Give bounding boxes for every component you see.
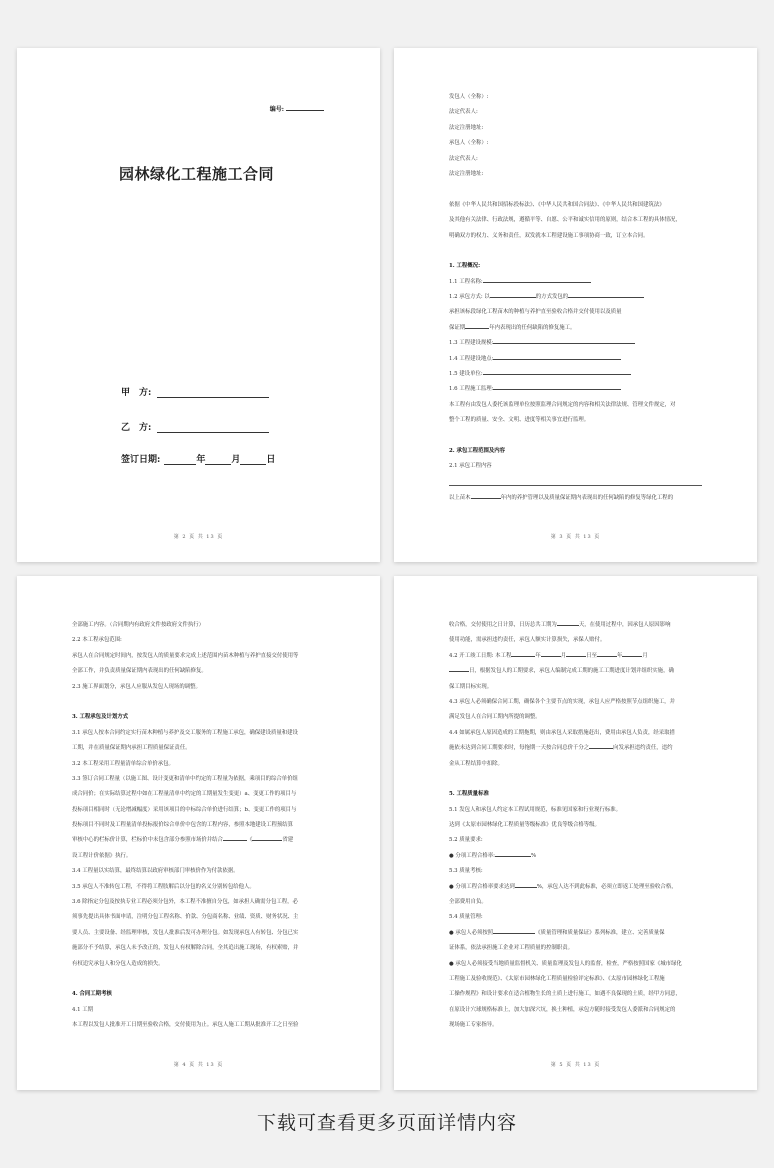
contract-number-line: 编号:: [270, 104, 324, 113]
text-line: 5.1 发包人和承包人约定本工程试用规范，标准见国家和行业现行标准。: [449, 806, 622, 813]
text-line: 工操作规程》和设计要求在适合植物生长的土质上进行施工，如遇不良保现的土质，经甲方同意，: [449, 991, 681, 998]
text-line: 1.1 工程名称:: [449, 275, 702, 290]
text-line: 审核中心的栏标价计算，栏标价中未包含部分参照市场价并结合 《 省建: [72, 837, 294, 844]
text-line: 依据《中华人民共和国招标投标法》、《中华人民共和国合同法》、《中华人民共和国建筑法》: [449, 201, 665, 208]
text-line: 保证期 年内表现出的任何缺陷的修复施工。: [449, 324, 576, 331]
page-number: 第 3 页 共 13 页: [550, 534, 601, 540]
document-page-cover: [17, 48, 380, 562]
text-line: 4.1 工期: [72, 1006, 94, 1013]
text-line: 承包人在合同规定时间内，按发包人的质量要求完成上述范围内苗木种植与养护直接交付使用等: [72, 652, 299, 659]
text-line: 法定注册地址:: [449, 170, 484, 177]
text-line: 4.3 承包人必须确保合同工期，确保各个主要节点的实现，承包人应严格按照节点组织施工，并: [449, 698, 675, 705]
text-line: 3.5 承包人不准转包工程，不得将工程肢解后以分包的名义分别转包给他人。: [72, 883, 255, 890]
text-line: 5.3 质量考核:: [449, 868, 483, 875]
document-page: [394, 576, 757, 1090]
text-line: 2.3 施工界面划分，承包人应服从发包人现场的调整。: [72, 683, 201, 690]
text-line: 满足发包人在合同工期内所提的调整。: [449, 714, 541, 721]
page-body: [72, 618, 325, 1034]
text-line: 在原设计穴球规格标准上，加大加深穴坑，换土种植，承包方随时接受发包人委派和合同规定的: [449, 1006, 676, 1013]
text-line: 明确双方的权力、义务和责任，双发就本工程建设施工事项协商一致，订立本合同。: [449, 232, 649, 239]
text-line: 设工程计价依据》执行。: [72, 852, 132, 859]
text-line: 投标项目相同时（无论增减幅度）采用该项目的中标综合单价进行结算；b、变更工作的项目与: [72, 806, 297, 813]
text-line: 发包人（全称）:: [449, 94, 489, 100]
text-line: 工程施工及验收规范》、《太原市园林绿化工程质量检验评定标准》、《太原市园林绿化工程施: [449, 975, 665, 982]
document-page: [17, 576, 380, 1090]
page-title: 园林绿化工程施工合同: [119, 165, 275, 183]
text-line: 承担该标段绿化工程苗木的种植与养护直至验收合格并交付使用以及质量: [449, 309, 622, 316]
text-line: 工期，并在质量保证期内承担工程质量保证责任。: [72, 745, 191, 752]
text-line: 须事先提出具体书面申请，注明分包工程名称、价款、分包商名称、业绩、资质、财务状况、主: [72, 914, 299, 921]
text-line: ● 承包人必须按照 《质量管理和质量保证》系列标准，建立、完善质量保: [449, 929, 665, 936]
text-line: 日，根据发包人的工期要求，承包人编制完成工期的施工工期进度计划并组织实施，确: [449, 664, 702, 679]
text-line: 1.2 承包方式: 以 的方式发包的: [449, 290, 702, 305]
text-line: 金从工程结算中扣除。: [449, 760, 503, 767]
text-line: 法定注册地址:: [449, 124, 484, 131]
text-line: 5.4 质量管理:: [449, 914, 483, 921]
text-line: 3.6 除指定分包及按执专业工程必须分包外，本工程不准擅自分包，如承担人确需分包工程，必: [72, 899, 298, 906]
page-body: [449, 90, 702, 507]
text-line: 2.2 本工程承包范围:: [72, 637, 122, 644]
text-line: 2.1 承包工程内容: [449, 463, 492, 470]
text-line: 收合格，交付使用之日计算，日历总共工期为 天，在使用过程中，因承包人原因影响: [449, 622, 671, 628]
text-line: 整个工程的质量、安全、文明、进度等相关事宜进行监理。: [449, 417, 590, 424]
text-line: 使用功能，需承担违约责任，承包人额实计算损失，承保人赔付。: [449, 637, 606, 644]
text-line: 投标项目不同时及工程量清单投标报价综合单价中包含的工程内容，参照本地建设工程预结算: [72, 822, 294, 829]
text-line: 法定代表人:: [449, 155, 478, 162]
text-line: 1.3 工程建设规模:: [449, 336, 702, 351]
text-line: 本工程以发包人批准开工日期至验收合格，交付使用为止。承包人施工工期从批准开工之日至验: [72, 1022, 299, 1029]
text-line: 法定代表人:: [449, 109, 478, 116]
text-line: 4.4 如属承包人原因造成的工期拖期，则由承包人采取措施赶出，费用由承包人负责，经采取措: [449, 729, 675, 736]
text-line: 要人员、主要设备、经监理审核，发包人批准后发可办理分包。如发现承包人有转包、分包已实: [72, 929, 299, 936]
number-blank: [286, 110, 324, 111]
text-line: 1.5 建设单位:: [449, 367, 702, 382]
page-body: [449, 618, 702, 1034]
section-heading: 5. 工程质量标准: [449, 791, 489, 798]
text-line: 以上苗木 年内的养护管理以及质量保证期内表现出的任何缺陷的修复等绿化工程的: [449, 495, 674, 502]
page-number: 第 4 页 共 13 页: [173, 1062, 224, 1068]
text-line: 达到《太原市园林绿化工程质量等级标准》优良等级合格等级。: [449, 822, 600, 829]
text-line: 保工期目标实现。: [449, 683, 493, 690]
text-line: 证体系，依法承担施工企业对工程质量的控制职责。: [449, 945, 573, 952]
text-line: 3.4 工程量以实结算，最终结算以政府审核部门审核价作为付款依据。: [72, 868, 239, 875]
sign-date-line: 签订日期: 年 月 日: [121, 455, 276, 465]
section-heading: 4. 合同工期考核: [72, 991, 112, 998]
page-number: 第 2 页 共 13 页: [173, 534, 224, 540]
text-line: 及其他有关法律、行政法规，遵循平等、自愿、公平和诚实信用的原则，结合本工程的具体情况，: [449, 217, 681, 224]
text-line: ● 承包人必须接受当地质量监督机关、质量监理及发包人的监督，检查，严格按照国家《城市绿化: [449, 960, 682, 967]
text-line: 本工程有由发包人委托该监理单位按照监理合同规定的内容和相关法律法规、管理文件规定，对: [449, 401, 676, 408]
text-line: 3.1 承包人按本合同约定实行苗木种植与养护及交工服务的工程施工承包，确保建设质量和建设: [72, 729, 298, 736]
document-page: [394, 48, 757, 562]
party-b-line: 乙 方:: [121, 420, 269, 433]
text-line: ● 分项工程合格率要求达到 %，承包人达不到此标准，必须立即返工处理至验收合格，: [449, 883, 677, 890]
section-heading: 1. 工程概况:: [449, 263, 481, 270]
text-line: 1.4 工程建设地点:: [449, 352, 702, 367]
text-line: 有权追究承包人和分包人造成的损失。: [72, 960, 164, 967]
text-line: 3.2 本工程采用工程量清单综合单价承包。: [72, 760, 174, 767]
page-number: 第 5 页 共 13 页: [550, 1062, 601, 1068]
text-line: 全部费用自负。: [449, 899, 487, 906]
text-line: 全部施工内容。（合同期内有政府文件按政府文件执行）: [72, 622, 205, 628]
text-line: 3.3 签订合同工程量（以施工图、设计变更和清单中约定的工程量为依据，乘项目的综合单价组: [72, 775, 298, 782]
section-heading: 2. 承包工程范围及内容: [449, 447, 506, 454]
text-line: 成合同价；在实际结算过程中如在工程量清单中约定的工期量发生变更）a、变更工作的项目与: [72, 791, 297, 798]
party-a-line: 甲 方:: [121, 385, 269, 398]
download-more-caption: 下载可查看更多页面详情内容: [256, 1112, 517, 1134]
text-line: 全部工作，并负责质量保证期内表现出的任何缺陷修复。: [72, 668, 207, 675]
text-line: 承包人（全称）:: [449, 140, 489, 147]
text-line: 5.2 质量要求:: [449, 837, 483, 844]
text-line: 4.2 开工竣工日期: 本工程 年 月 日至 年 月: [449, 652, 648, 659]
text-line: 现场施工专家指导。: [449, 1022, 498, 1029]
blank-rule: [449, 475, 702, 486]
text-line: 1.6 工程施工监理:: [449, 382, 702, 397]
text-line: ● 分项工程合格率: %: [449, 852, 537, 859]
text-line: 施部分不予结算，承包人未予改正的，发包人有权解除合同，全其追出施工现场，有权索赔，并: [72, 945, 299, 952]
section-heading: 3. 工程承包及计划方式: [72, 714, 129, 721]
text-line: 施依未达到合同工期要求时，每拖期一天按合同总价千分之 向发承担违约责任，违约: [449, 745, 673, 752]
